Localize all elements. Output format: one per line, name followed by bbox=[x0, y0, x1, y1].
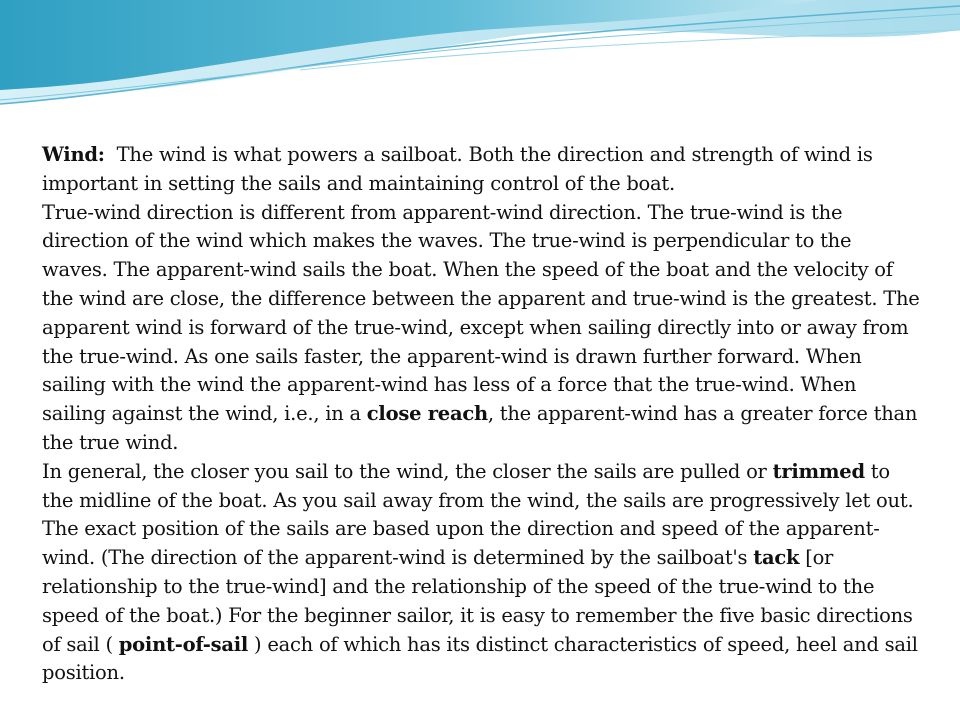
term-close-reach: close reach bbox=[366, 402, 488, 426]
paragraph-true-wind bbox=[42, 199, 922, 458]
term-point-of-sail: point-of-sail bbox=[118, 632, 249, 656]
paragraph-wind bbox=[42, 141, 922, 199]
sail-trim-text-b: to the midline of the boat. As you sail away from the wind, the sails are progressively let out. The exact position of the sails are based upon the direction and speed of the apparent-wind. (The direction of the apparent-wind is determined by the sailboat's bbox=[42, 459, 914, 570]
sail-trim-text-a: In general, the closer you sail to the wind, the closer the sails are pulled or bbox=[42, 459, 773, 483]
term-trimmed: trimmed bbox=[772, 459, 865, 483]
slide-body-text bbox=[42, 141, 922, 688]
sail-trim-text-c: [or relationship to the true-wind] and the relationship of the speed of the true-wind to the speed of the boat.) For the beginner sailor, it is easy to remember the five basic directions of sail ( bbox=[42, 546, 913, 656]
true-wind-text-a: True-wind direction is different from apparent-wind direction. The true-wind is the direction of the wind which makes the waves. The true-wind is perpendicular to the waves. The apparent-wind sails the boat. When the speed of the boat and the velocity of the wind are close, the difference between the apparent and true-wind is the greatest. The apparent wind is forward of the true-wind, except when sailing directly into or away from the true-wind. As one sails faster, the apparent-wind is drawn further forward. When sailing with the wind the apparent-wind has less of a force that the true-wind. When sailing against the wind, i.e., in a bbox=[42, 200, 920, 426]
sail-trim-text-d: ) each of which has its distinct characteristics of speed, heel and sail position. bbox=[42, 632, 918, 685]
wind-label: Wind: bbox=[42, 143, 105, 166]
true-wind-text-b: , the apparent-wind has a greater force than the true wind. bbox=[42, 402, 918, 454]
wind-text: The wind is what powers a sailboat. Both the direction and strength of wind is important in setting the sails and maintaining control of the boat. bbox=[42, 143, 873, 195]
header-wave-decoration bbox=[0, 0, 960, 130]
paragraph-sail-trim bbox=[42, 458, 922, 688]
term-tack: tack bbox=[753, 546, 800, 570]
